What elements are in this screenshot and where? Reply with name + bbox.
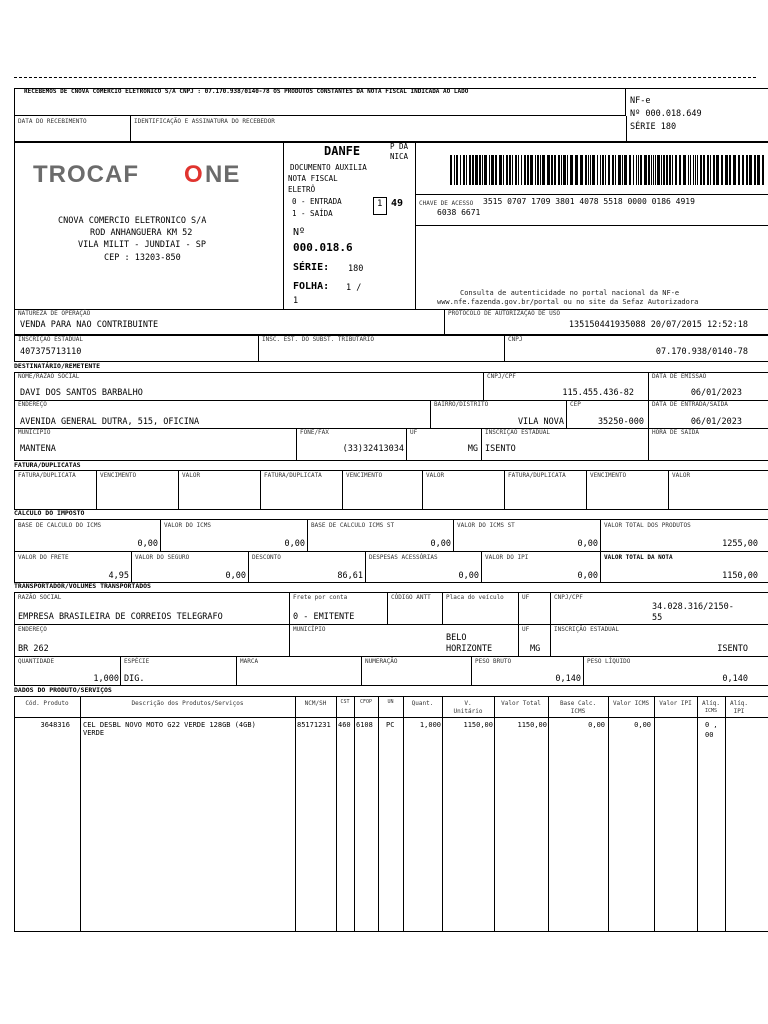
chave-linha1: 3515 0707 1709 3801 4078 5518 0000 0186 4919 xyxy=(483,197,695,206)
seguro: 0,00 xyxy=(225,571,246,581)
transp-ie: ISENTO xyxy=(717,644,748,654)
ipi: 0,00 xyxy=(577,571,598,581)
emitente-cep: CEP : 13203-850 xyxy=(104,253,181,263)
barcode-icon xyxy=(450,155,764,185)
col-aipi2: IPI xyxy=(733,708,745,715)
transp-uf2-label: UF xyxy=(522,626,530,633)
valor-icms: 0,00 xyxy=(284,539,305,549)
protocolo-value: 135150441935088 20/07/2015 12:52:18 xyxy=(568,320,748,330)
col-cst: CST xyxy=(340,699,350,705)
dest-entrada-saida-label: DATA DE ENTRADA/SAÍDA xyxy=(652,401,728,408)
item-desc1: CEL DESBL NOVO MOTO G22 VERDE 128GB (4GB) xyxy=(83,721,256,729)
fatura-h8: VALOR xyxy=(672,472,691,479)
dest-municipio-label: MUNICÍPIO xyxy=(18,429,51,436)
total-produtos: 1255,00 xyxy=(722,539,758,549)
dest-cpf: 115.455.436-82 xyxy=(562,388,634,398)
danfe-tipo: 1 xyxy=(377,199,383,209)
natureza-value: VENDA PARA NAO CONTRIBUINTE xyxy=(20,320,159,330)
dest-cep-label: CEP xyxy=(570,401,581,408)
item-aicms1: 0 , xyxy=(705,721,718,729)
danfe-folha-label: FOLHA: xyxy=(293,281,330,292)
canhoto-nfe-label: NF-e xyxy=(630,96,651,106)
danfe-doc1: DOCUMENTO AUXILIA xyxy=(290,163,367,172)
item-qtd: 1,000 xyxy=(419,721,441,729)
transp-especie-label: ESPÉCIE xyxy=(124,658,150,665)
ipi-label: VALOR DO IPI xyxy=(485,554,529,561)
svg-text:TROCAF: TROCAF xyxy=(33,161,139,188)
transp-cnpj2: 55 xyxy=(652,613,663,623)
transp-peso-bruto: 0,140 xyxy=(555,674,581,684)
danfe-tipo-extra: 49 xyxy=(391,198,404,209)
total-nota: 1150,00 xyxy=(722,571,758,581)
item-cod: 3648316 xyxy=(40,721,70,729)
dest-ie-label: INSCRIÇÃO ESTADUAL xyxy=(485,429,551,436)
dest-fone-label: FONE/FAX xyxy=(300,429,329,436)
canhoto-nfe-numero: Nº 000.018.649 xyxy=(630,109,702,119)
dest-uf: MG xyxy=(467,444,478,454)
transp-qtd: 1,000 xyxy=(93,674,119,684)
danfe-title: DANFE xyxy=(324,144,361,158)
ie-value: 407375713110 xyxy=(20,347,82,357)
transp-municipio1: BELO xyxy=(446,633,467,643)
barcode xyxy=(450,155,764,185)
total-produtos-label: VALOR TOTAL DOS PRODUTOS xyxy=(604,522,691,529)
col-ncm: NCM/SH xyxy=(304,700,327,707)
col-vunit2: Unitário xyxy=(453,708,483,715)
frete: 4,95 xyxy=(108,571,129,581)
danfe-saida: 1 - SAÍDA xyxy=(292,209,333,218)
natureza-label: NATUREZA DE OPERAÇÃO xyxy=(18,310,91,317)
fatura-h2: VALOR xyxy=(182,472,201,479)
transp-marca-label: MARCA xyxy=(240,658,259,665)
dest-fone: (33)32413034 xyxy=(342,444,404,454)
col-qtd: Quant. xyxy=(411,700,434,707)
emitente-logo xyxy=(33,160,263,188)
trocafone-logo-icon xyxy=(33,160,263,188)
bc-st: 0,00 xyxy=(430,539,451,549)
danfe-numero: 000.018.6 xyxy=(293,241,353,254)
dest-nome: DAVI DOS SANTOS BARBALHO xyxy=(20,388,143,398)
dest-endereco: AVENIDA GENERAL DUTRA, 515, OFICINA xyxy=(20,417,200,427)
transportador-section: TRANSPORTADOR/VOLUMES TRANSPORTADOS xyxy=(14,582,151,590)
col-vipi: Valor IPI xyxy=(659,700,692,707)
transp-peso-liquido-label: PESO LÍQUIDO xyxy=(587,658,631,665)
dest-entrada-saida: 06/01/2023 xyxy=(690,417,742,427)
valor-st-label: VALOR DO ICMS ST xyxy=(457,522,515,529)
transp-qtd-label: QUANTIDADE xyxy=(18,658,55,665)
desconto: 86,61 xyxy=(337,571,363,581)
transp-peso-liquido: 0,140 xyxy=(722,674,748,684)
transp-antt-label: CÓDIGO ANTT xyxy=(391,594,431,601)
col-vicms: Valor ICMS xyxy=(612,700,650,707)
dest-bairro-label: BAIRRO/DISTRITO xyxy=(434,401,489,408)
valor-icms-label: VALOR DO ICMS xyxy=(164,522,211,529)
dest-cep: 35250-000 xyxy=(597,417,644,427)
dest-emissao: 06/01/2023 xyxy=(690,388,742,398)
dest-emissao-label: DATA DE EMISSÃO xyxy=(652,373,707,380)
transp-numeracao-label: NUMERAÇÃO xyxy=(365,658,398,665)
transp-placa-label: Placa do veículo xyxy=(446,594,504,601)
col-cod: Cód. Produto xyxy=(25,700,69,707)
col-cfop: CFOP xyxy=(359,699,373,705)
transp-cnpj1: 34.028.316/2150- xyxy=(652,602,734,612)
dest-endereco-label: ENDEREÇO xyxy=(18,401,47,408)
ie-st-label: INSC. EST. DO SUBST. TRIBUTÁRIO xyxy=(262,336,374,343)
identificacao-label: IDENTIFICAÇÃO E ASSINATURA DO RECEBEDOR xyxy=(134,118,275,125)
danfe-folha2: 1 xyxy=(293,296,299,306)
bc-icms-label: BASE DE CALCULO DO ICMS xyxy=(18,522,102,529)
cut-line xyxy=(14,77,756,78)
item-vunit: 1150,00 xyxy=(463,721,493,729)
fatura-h5: VALOR xyxy=(426,472,445,479)
destinatario-section: DESTINATÁRIO/REMETENTE xyxy=(14,362,101,370)
svg-text:O: O xyxy=(184,161,203,188)
item-desc2: VERDE xyxy=(83,729,105,737)
dest-ie: ISENTO xyxy=(485,444,516,454)
ie-label: INSCRIÇÃO ESTADUAL xyxy=(18,336,84,343)
bc-icms: 0,00 xyxy=(137,539,158,549)
col-bc1: Base Calc. xyxy=(559,700,597,707)
danfe-folha: 1 / xyxy=(346,283,362,293)
item-bc: 0,00 xyxy=(588,721,605,729)
transp-municipio-label: MUNICÍPIO xyxy=(293,626,326,633)
data-recebimento-label: DATA DO RECEBIMENTO xyxy=(18,118,87,125)
danfe-serie-label: SÉRIE: xyxy=(293,262,330,273)
fatura-h6: FATURA/DUPLICATA xyxy=(508,472,566,479)
transp-municipio2: HORIZONTE xyxy=(446,644,493,654)
emitente-nome: CNOVA COMERCIO ELETRONICO S/A xyxy=(58,216,207,226)
dest-cpf-label: CNPJ/CPF xyxy=(487,373,516,380)
fatura-h4: VENCIMENTO xyxy=(346,472,383,479)
recebemos-text: RECEBEMOS DE CNOVA COMERCIO ELETRONICO S/A CNPJ : 07.170.938/0140-78 OS PRODUTOS CONSTANTES DA NOTA FISCAL INDICADA AO LADO xyxy=(24,88,469,95)
danfe-nica: NICA xyxy=(390,152,409,161)
seguro-label: VALOR DO SEGURO xyxy=(135,554,190,561)
dest-uf-label: UF xyxy=(410,429,418,436)
chave-linha2: 6038 6671 xyxy=(437,208,481,217)
transp-uf-label: UF xyxy=(522,594,530,601)
col-vunit1: V. xyxy=(464,700,472,707)
cnpj-value: 07.170.938/0140-78 xyxy=(655,347,748,357)
item-aicms2: 00 xyxy=(705,731,714,739)
transp-endereco-label: ENDEREÇO xyxy=(18,626,47,633)
item-un: PC xyxy=(386,721,395,729)
dest-nome-label: NOME/RAZÃO SOCIAL xyxy=(18,373,80,380)
fatura-h3: FATURA/DUPLICATA xyxy=(264,472,322,479)
transp-razao-label: RAZÃO SOCIAL xyxy=(18,594,62,601)
valor-st: 0,00 xyxy=(577,539,598,549)
bc-st-label: BASE DE CALCULO ICMS ST xyxy=(311,522,395,529)
item-cfop: 6108 xyxy=(356,721,373,729)
item-vtotal: 1150,00 xyxy=(517,721,547,729)
col-vtotal: Valor Total xyxy=(501,700,541,707)
col-un: UN xyxy=(387,699,394,705)
frete-label: VALOR DO FRETE xyxy=(18,554,69,561)
transp-frete: 0 - EMITENTE xyxy=(293,612,355,622)
fatura-h0: FATURA/DUPLICATA xyxy=(18,472,76,479)
emitente-endereco2: VILA MILIT - JUNDIAI - SP xyxy=(78,240,206,250)
col-aipi1: Alíq. xyxy=(729,700,749,707)
despesas: 0,00 xyxy=(458,571,479,581)
dest-hora-label: HORA DE SAÍDA xyxy=(652,429,699,436)
fatura-h1: VENCIMENTO xyxy=(100,472,137,479)
canhoto-nfe-serie: SÉRIE 180 xyxy=(630,122,677,132)
dest-bairro: VILA NOVA xyxy=(517,417,564,427)
transp-razao: EMPRESA BRASILEIRA DE CORREIOS TELEGRAFO xyxy=(18,612,223,622)
total-nota-label: VALOR TOTAL DA NOTA xyxy=(604,554,673,561)
fatura-section: FATURA/DUPLICATAS xyxy=(14,461,81,469)
transp-endereco: BR 262 xyxy=(18,644,49,654)
consulta-line1: Consulta de autenticidade no portal nacional da NF-e xyxy=(460,289,680,297)
chave-label: CHAVE DE ACESSO xyxy=(419,200,474,207)
danfe-doc3: ELETRÔ xyxy=(288,185,316,194)
col-aicms2: ICMS xyxy=(704,708,718,714)
cnpj-label: CNPJ xyxy=(508,336,523,343)
col-bc2: ICMS xyxy=(570,708,586,715)
imposto-section: CALCULO DO IMPOSTO xyxy=(14,509,85,517)
transp-especie: DIG. xyxy=(124,674,145,684)
fatura-h7: VENCIMENTO xyxy=(590,472,627,479)
transp-frete-label: Frete por conta xyxy=(293,594,348,601)
danfe-serie: 180 xyxy=(348,264,364,274)
danfe-doc2: NOTA FISCAL xyxy=(288,174,338,183)
dest-municipio: MANTENA xyxy=(20,444,56,454)
col-aicms1: Alíq. xyxy=(701,700,721,707)
danfe-numero-label: Nº xyxy=(293,227,306,238)
col-desc: Descrição dos Produtos/Serviços xyxy=(131,700,244,707)
danfe-p-da: P DA xyxy=(390,142,409,151)
danfe-entrada: 0 - ENTRADA xyxy=(292,197,342,206)
consulta-line2: www.nfe.fazenda.gov.br/portal ou no site da Sefaz Autorizadora xyxy=(437,298,699,306)
item-ncm: 85171231 xyxy=(297,721,331,729)
protocolo-label: PROTOCOLO DE AUTORIZAÇÃO DE USO xyxy=(448,310,560,317)
svg-text:NE: NE xyxy=(205,161,241,188)
transp-peso-bruto-label: PESO BRUTO xyxy=(475,658,512,665)
desconto-label: DESCONTO xyxy=(252,554,281,561)
transp-cnpj-label: CNPJ/CPF xyxy=(554,594,583,601)
item-cst: 460 xyxy=(338,721,351,729)
produtos-section: DADOS DO PRODUTO/SERVIÇOS xyxy=(14,686,112,694)
transp-ie-label: INSCRIÇÃO ESTADUAL xyxy=(554,626,620,633)
item-vicms: 0,00 xyxy=(634,721,651,729)
transp-uf2: MG xyxy=(530,644,541,654)
emitente-endereco1: ROD ANHANGUERA KM 52 xyxy=(90,228,193,238)
despesas-label: DESPESAS ACESSÓRIAS xyxy=(369,554,438,561)
